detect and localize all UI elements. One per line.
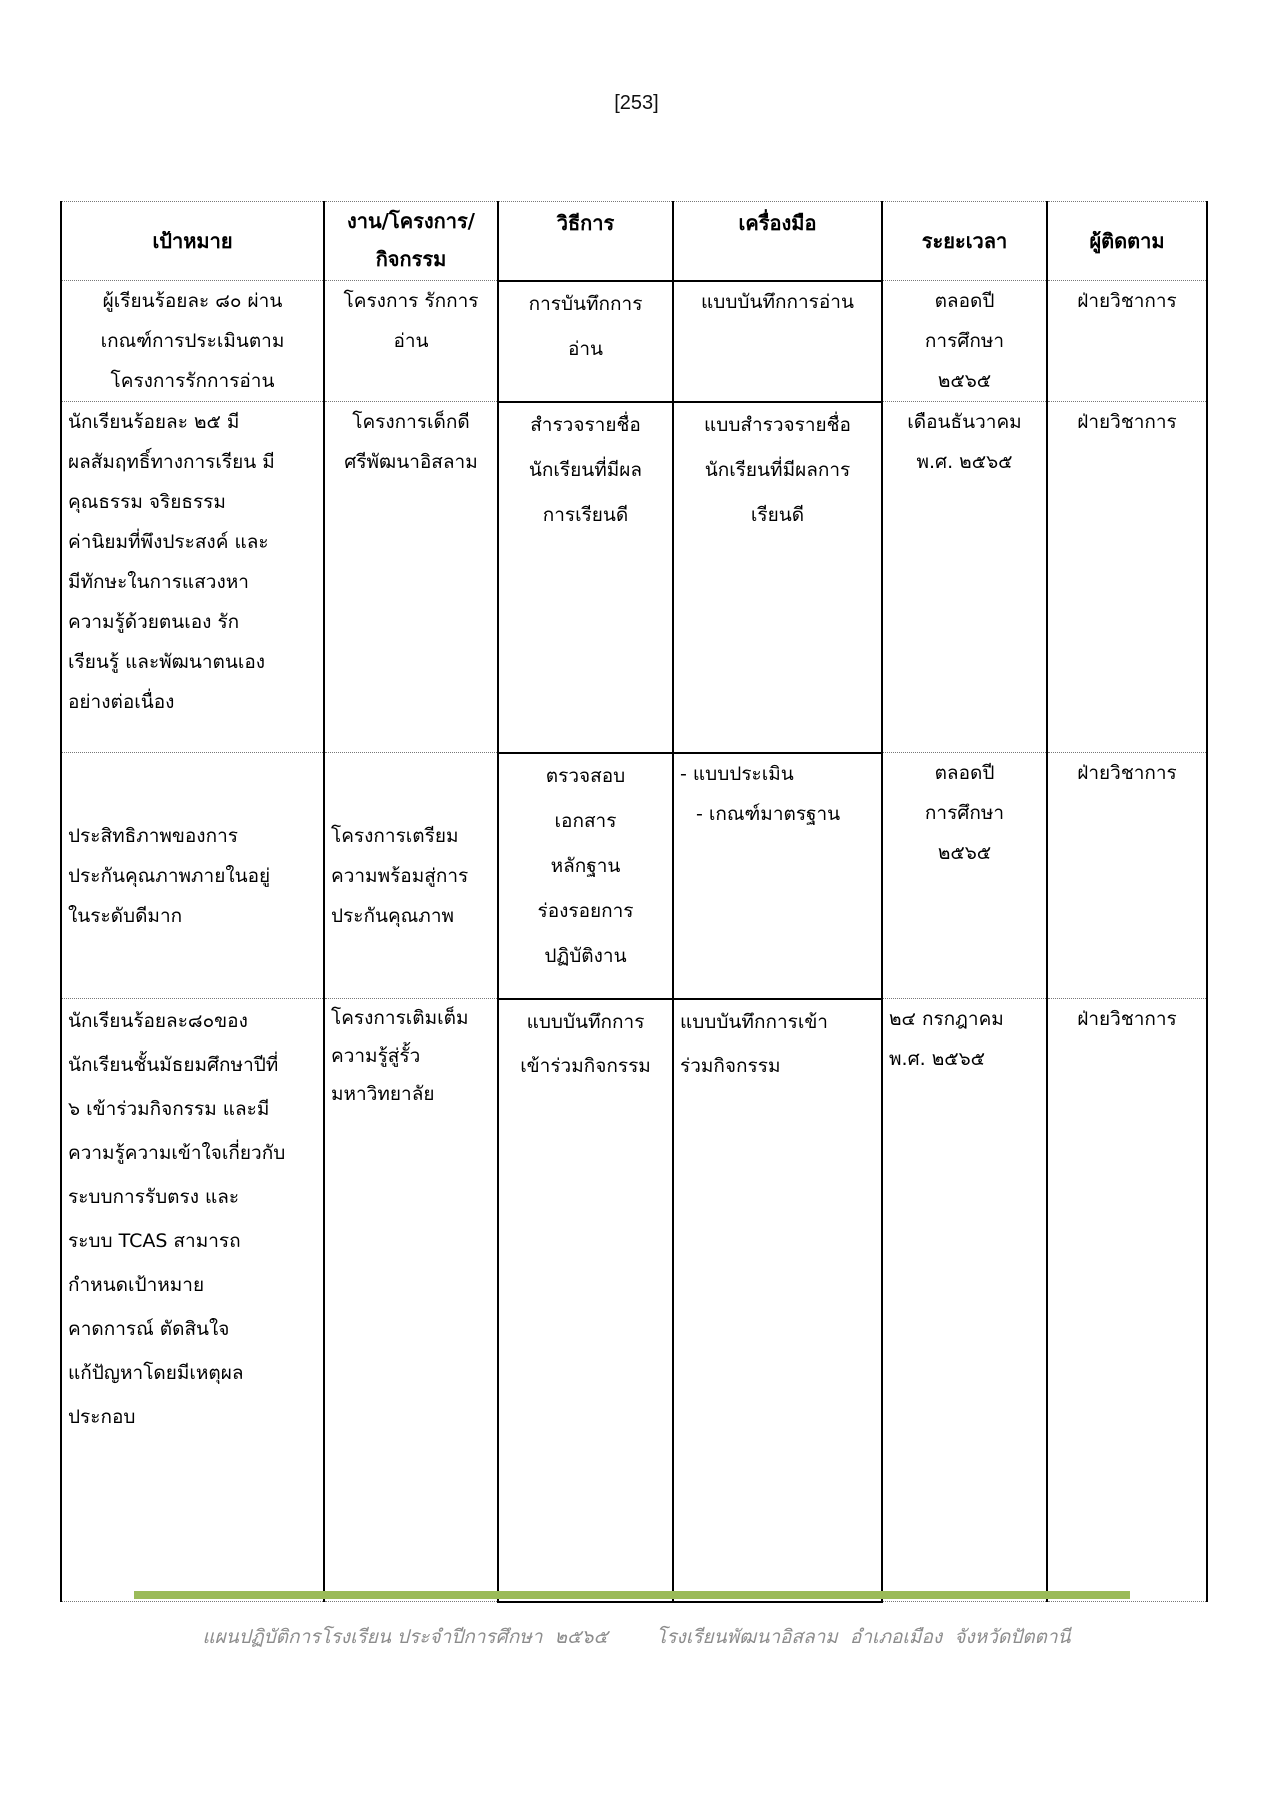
cell-tool: แบบสำรวจรายชื่อ นักเรียนที่มีผลการ เรียนดี [673, 402, 882, 753]
cell-tool: แบบบันทึกการเข้า ร่วมกิจกรรม [673, 999, 882, 1602]
cell-owner: ฝ่ายวิชาการ [1047, 999, 1207, 1602]
action-plan-table [60, 201, 1208, 1603]
cell-method: แบบบันทึกการ เข้าร่วมกิจกรรม [498, 999, 673, 1602]
table-row [61, 281, 1207, 402]
header-owner: ผู้ติดตาม [1047, 202, 1207, 281]
page-number: [253] [614, 92, 659, 114]
header-period: ระยะเวลา [882, 202, 1047, 281]
header-tool: เครื่องมือ [673, 202, 882, 281]
cell-goal: นักเรียนร้อยละ ๒๕ มี ผลสัมฤทธิ์ทางการเรียน มี คุณธรรม จริยธรรม ค่านิยมที่พึงประสงค์ และ มีทักษะในการแสวงหา ความรู้ด้วยตนเอง รัก เรียนรู้ และพัฒนาตนเอง อย่างต่อเนื่อง [61, 402, 324, 753]
cell-period: ตลอดปี การศึกษา ๒๕๖๕ [882, 281, 1047, 402]
table-header-row [61, 202, 1207, 281]
cell-method: การบันทึกการ อ่าน [498, 281, 673, 402]
table-row [61, 402, 1207, 753]
cell-period: ตลอดปี การศึกษา ๒๕๖๕ [882, 753, 1047, 999]
cell-goal: นักเรียนร้อยละ๘๐ของ นักเรียนชั้นมัธยมศึกษาปีที่ ๖ เข้าร่วมกิจกรรม และมี ความรู้ความเข้าใจเกี่ยวกับ ระบบการรับตรง และ ระบบ TCAS สามารถ กำหนดเป้าหมาย คาดการณ์ ตัดสินใจ แก้ปัญหาโดยมีเหตุผล ประกอบ [61, 999, 324, 1602]
table-row [61, 753, 1207, 999]
cell-period: ๒๔ กรกฎาคม พ.ศ. ๒๕๖๕ [882, 999, 1047, 1602]
cell-period: เดือนธันวาคม พ.ศ. ๒๕๖๕ [882, 402, 1047, 753]
cell-project: โครงการเด็กดี ศรีพัฒนาอิสลาม [324, 402, 498, 753]
footer-text: แผนปฏิบัติการโรงเรียน ประจำปีการศึกษา ๒๕๖๕ โรงเรียนพัฒนาอิสลาม อำเภอเมือง จังหวัดปัตตานี [202, 1626, 1071, 1648]
cell-method: ตรวจสอบ เอกสาร หลักฐาน ร่องรอยการ ปฏิบัติงาน [498, 753, 673, 999]
cell-owner: ฝ่ายวิชาการ [1047, 281, 1207, 402]
cell-tool: - แบบประเมิน - เกณฑ์มาตรฐาน [673, 753, 882, 999]
cell-method: สำรวจรายชื่อ นักเรียนที่มีผล การเรียนดี [498, 402, 673, 753]
cell-goal: ผู้เรียนร้อยละ ๘๐ ผ่าน เกณฑ์การประเมินตาม โครงการรักการอ่าน [61, 281, 324, 402]
header-goal: เป้าหมาย [61, 202, 324, 281]
cell-owner: ฝ่ายวิชาการ [1047, 402, 1207, 753]
cell-project: โครงการเติมเต็ม ความรู้สู่รั้ว มหาวิทยาลัย [324, 999, 498, 1602]
table-row [61, 999, 1207, 1602]
cell-goal: ประสิทธิภาพของการ ประกันคุณภาพภายในอยู่ ในระดับดีมาก [61, 753, 324, 999]
header-method: วิธีการ [498, 202, 673, 281]
cell-project: โครงการ รักการ อ่าน [324, 281, 498, 402]
footer-divider-bar [134, 1591, 1130, 1599]
header-project: งาน/โครงการ/ กิจกรรม [324, 202, 498, 281]
cell-project: โครงการเตรียม ความพร้อมสู่การ ประกันคุณภาพ [324, 753, 498, 999]
cell-owner: ฝ่ายวิชาการ [1047, 753, 1207, 999]
cell-tool: แบบบันทึกการอ่าน [673, 281, 882, 402]
